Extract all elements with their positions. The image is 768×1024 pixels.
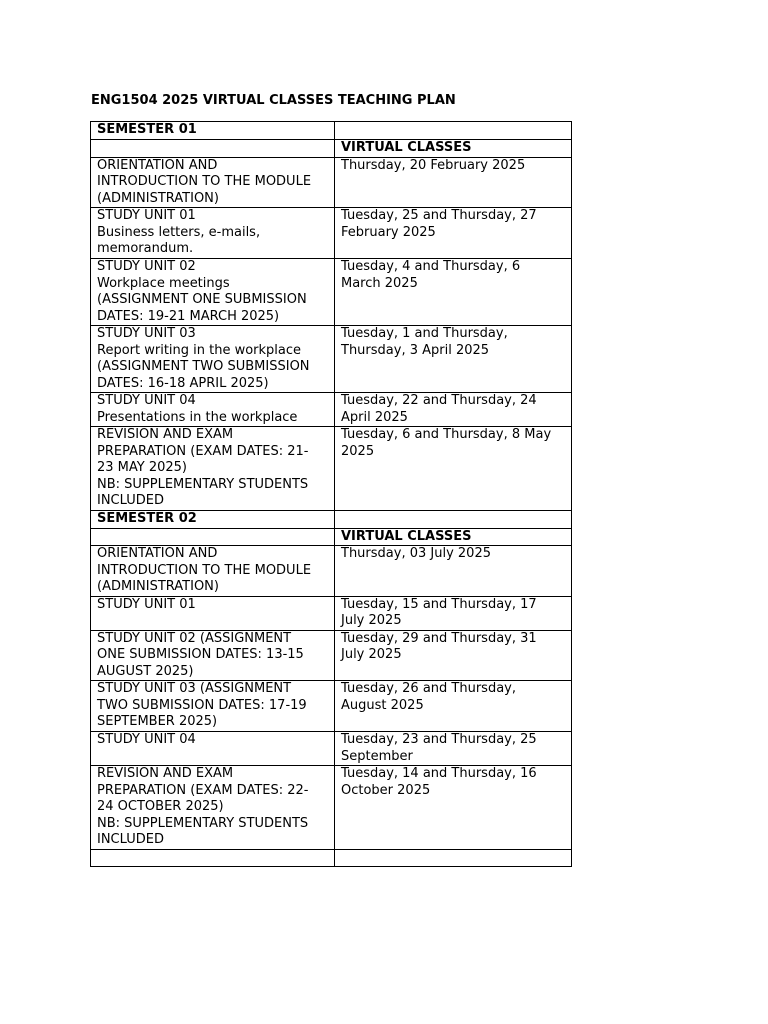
table-row-entry <box>91 596 572 630</box>
topic-line <box>97 529 330 546</box>
schedule-line: March 2025 <box>341 275 418 291</box>
schedule-line: Tuesday, 29 and Thursday, 31 <box>341 630 537 646</box>
topic-line: Workplace meetings <box>97 275 230 291</box>
table-row-header <box>91 510 572 528</box>
schedule-line: Tuesday, 26 and Thursday, <box>341 681 516 696</box>
topic-line: (ASSIGNMENT ONE SUBMISSION <box>97 292 307 307</box>
schedule-line: April 2025 <box>341 409 408 425</box>
schedule-line: Tuesday, 14 and Thursday, 16 <box>341 766 537 781</box>
topic-cell <box>91 259 335 326</box>
schedule-cell <box>335 849 572 867</box>
topic-line: INCLUDED <box>97 832 164 847</box>
schedule-cell <box>335 326 572 393</box>
teaching-plan-table <box>90 121 572 867</box>
topic-line: SEMESTER 01 <box>97 122 197 137</box>
table-row-entry <box>91 208 572 259</box>
topic-line: (ADMINISTRATION) <box>97 579 219 594</box>
topic-cell <box>91 630 335 681</box>
topic-line <box>97 850 330 867</box>
topic-line: 23 MAY 2025) <box>97 460 188 475</box>
topic-cell <box>91 122 335 140</box>
schedule-line: Tuesday, 4 and Thursday, 6 <box>341 259 521 274</box>
topic-line: STUDY UNIT 01 <box>97 596 196 612</box>
topic-cell <box>91 326 335 393</box>
schedule-line: Tuesday, 22 and Thursday, 24 <box>341 393 537 408</box>
schedule-cell <box>335 259 572 326</box>
schedule-line: Tuesday, 15 and Thursday, 17 <box>341 596 537 612</box>
topic-cell <box>91 157 335 208</box>
topic-line: STUDY UNIT 03 (ASSIGNMENT <box>97 681 292 696</box>
schedule-cell <box>335 208 572 259</box>
topic-line: SEPTEMBER 2025) <box>97 714 218 729</box>
topic-cell <box>91 208 335 259</box>
topic-line: STUDY UNIT 02 <box>97 259 196 274</box>
schedule-line <box>341 511 567 528</box>
schedule-line: October 2025 <box>341 782 431 798</box>
topic-line: STUDY UNIT 04 <box>97 393 196 408</box>
topic-line: DATES: 16-18 APRIL 2025) <box>97 375 269 391</box>
schedule-cell <box>335 122 572 140</box>
table-row-entry <box>91 681 572 732</box>
schedule-line: 2025 <box>341 443 375 459</box>
table-row-entry <box>91 427 572 511</box>
schedule-cell <box>335 546 572 597</box>
topic-line: PREPARATION (EXAM DATES: 22- <box>97 782 309 798</box>
topic-cell <box>91 528 335 546</box>
topic-line: INTRODUCTION TO THE MODULE <box>97 174 312 189</box>
schedule-line: Thursday, 03 July 2025 <box>341 546 491 561</box>
topic-line: STUDY UNIT 03 <box>97 326 196 341</box>
schedule-line <box>341 122 567 139</box>
topic-line: NB: SUPPLEMENTARY STUDENTS <box>97 476 309 492</box>
schedule-line: Thursday, 3 April 2025 <box>341 342 490 358</box>
topic-line: Report writing in the workplace <box>97 342 302 358</box>
teaching-plan-body <box>91 122 572 867</box>
schedule-line: Tuesday, 25 and Thursday, 27 <box>341 208 537 223</box>
schedule-cell <box>335 510 572 528</box>
schedule-line: Tuesday, 6 and Thursday, 8 May <box>341 427 552 442</box>
schedule-cell <box>335 393 572 427</box>
topic-line: INCLUDED <box>97 493 164 508</box>
topic-cell <box>91 849 335 867</box>
topic-line <box>97 140 330 157</box>
table-row-entry <box>91 326 572 393</box>
topic-line: AUGUST 2025) <box>97 663 194 679</box>
schedule-line <box>341 850 567 867</box>
topic-line: Business letters, e-mails, <box>97 224 261 240</box>
schedule-line: July 2025 <box>341 613 402 628</box>
topic-line: NB: SUPPLEMENTARY STUDENTS <box>97 815 309 831</box>
topic-line: (ASSIGNMENT TWO SUBMISSION <box>97 359 310 374</box>
table-row-entry <box>91 766 572 850</box>
topic-line: ORIENTATION AND <box>97 546 218 561</box>
schedule-cell <box>335 140 572 158</box>
schedule-cell <box>335 732 572 766</box>
topic-cell <box>91 140 335 158</box>
topic-line: STUDY UNIT 02 (ASSIGNMENT <box>97 630 292 646</box>
topic-line: ONE SUBMISSION DATES: 13-15 <box>97 647 304 662</box>
schedule-line: July 2025 <box>341 647 402 662</box>
document-title: ENG1504 2025 VIRTUAL CLASSES TEACHING PLAN <box>91 93 456 108</box>
topic-line: TWO SUBMISSION DATES: 17-19 <box>97 697 307 713</box>
topic-cell <box>91 766 335 850</box>
topic-line: Presentations in the workplace <box>97 409 298 425</box>
schedule-cell <box>335 157 572 208</box>
schedule-cell <box>335 681 572 732</box>
topic-line: PREPARATION (EXAM DATES: 21- <box>97 443 309 459</box>
topic-line: REVISION AND EXAM <box>97 427 234 442</box>
schedule-cell <box>335 630 572 681</box>
schedule-line: Thursday, 20 February 2025 <box>341 157 526 173</box>
topic-cell <box>91 681 335 732</box>
topic-line: memorandum. <box>97 241 194 256</box>
schedule-line: Tuesday, 1 and Thursday, <box>341 326 508 341</box>
topic-line: (ADMINISTRATION) <box>97 190 219 206</box>
table-row-entry <box>91 630 572 681</box>
topic-line: REVISION AND EXAM <box>97 766 234 781</box>
table-row-blank <box>91 849 572 867</box>
topic-cell <box>91 393 335 427</box>
topic-cell <box>91 510 335 528</box>
table-row-entry <box>91 259 572 326</box>
table-row-entry <box>91 157 572 208</box>
schedule-cell <box>335 427 572 511</box>
topic-line: INTRODUCTION TO THE MODULE <box>97 562 312 578</box>
topic-cell <box>91 427 335 511</box>
topic-cell <box>91 546 335 597</box>
table-row-subheader <box>91 140 572 158</box>
schedule-line: August 2025 <box>341 697 424 713</box>
topic-line: ORIENTATION AND <box>97 157 218 173</box>
schedule-line: Tuesday, 23 and Thursday, 25 <box>341 732 537 747</box>
table-row-entry <box>91 732 572 766</box>
topic-line: STUDY UNIT 04 <box>97 732 196 747</box>
topic-line: DATES: 19-21 MARCH 2025) <box>97 308 280 324</box>
table-row-subheader <box>91 528 572 546</box>
schedule-line: VIRTUAL CLASSES <box>341 140 472 155</box>
topic-line: STUDY UNIT 01 <box>97 208 196 223</box>
topic-line: SEMESTER 02 <box>97 510 197 526</box>
schedule-cell <box>335 528 572 546</box>
schedule-cell <box>335 596 572 630</box>
schedule-line: September <box>341 748 413 764</box>
table-row-entry <box>91 546 572 597</box>
schedule-cell <box>335 766 572 850</box>
table-row-entry <box>91 393 572 427</box>
table-row-header <box>91 122 572 140</box>
schedule-line: VIRTUAL CLASSES <box>341 528 472 544</box>
schedule-line: February 2025 <box>341 224 436 240</box>
topic-cell <box>91 596 335 630</box>
topic-cell <box>91 732 335 766</box>
topic-line: 24 OCTOBER 2025) <box>97 799 224 814</box>
